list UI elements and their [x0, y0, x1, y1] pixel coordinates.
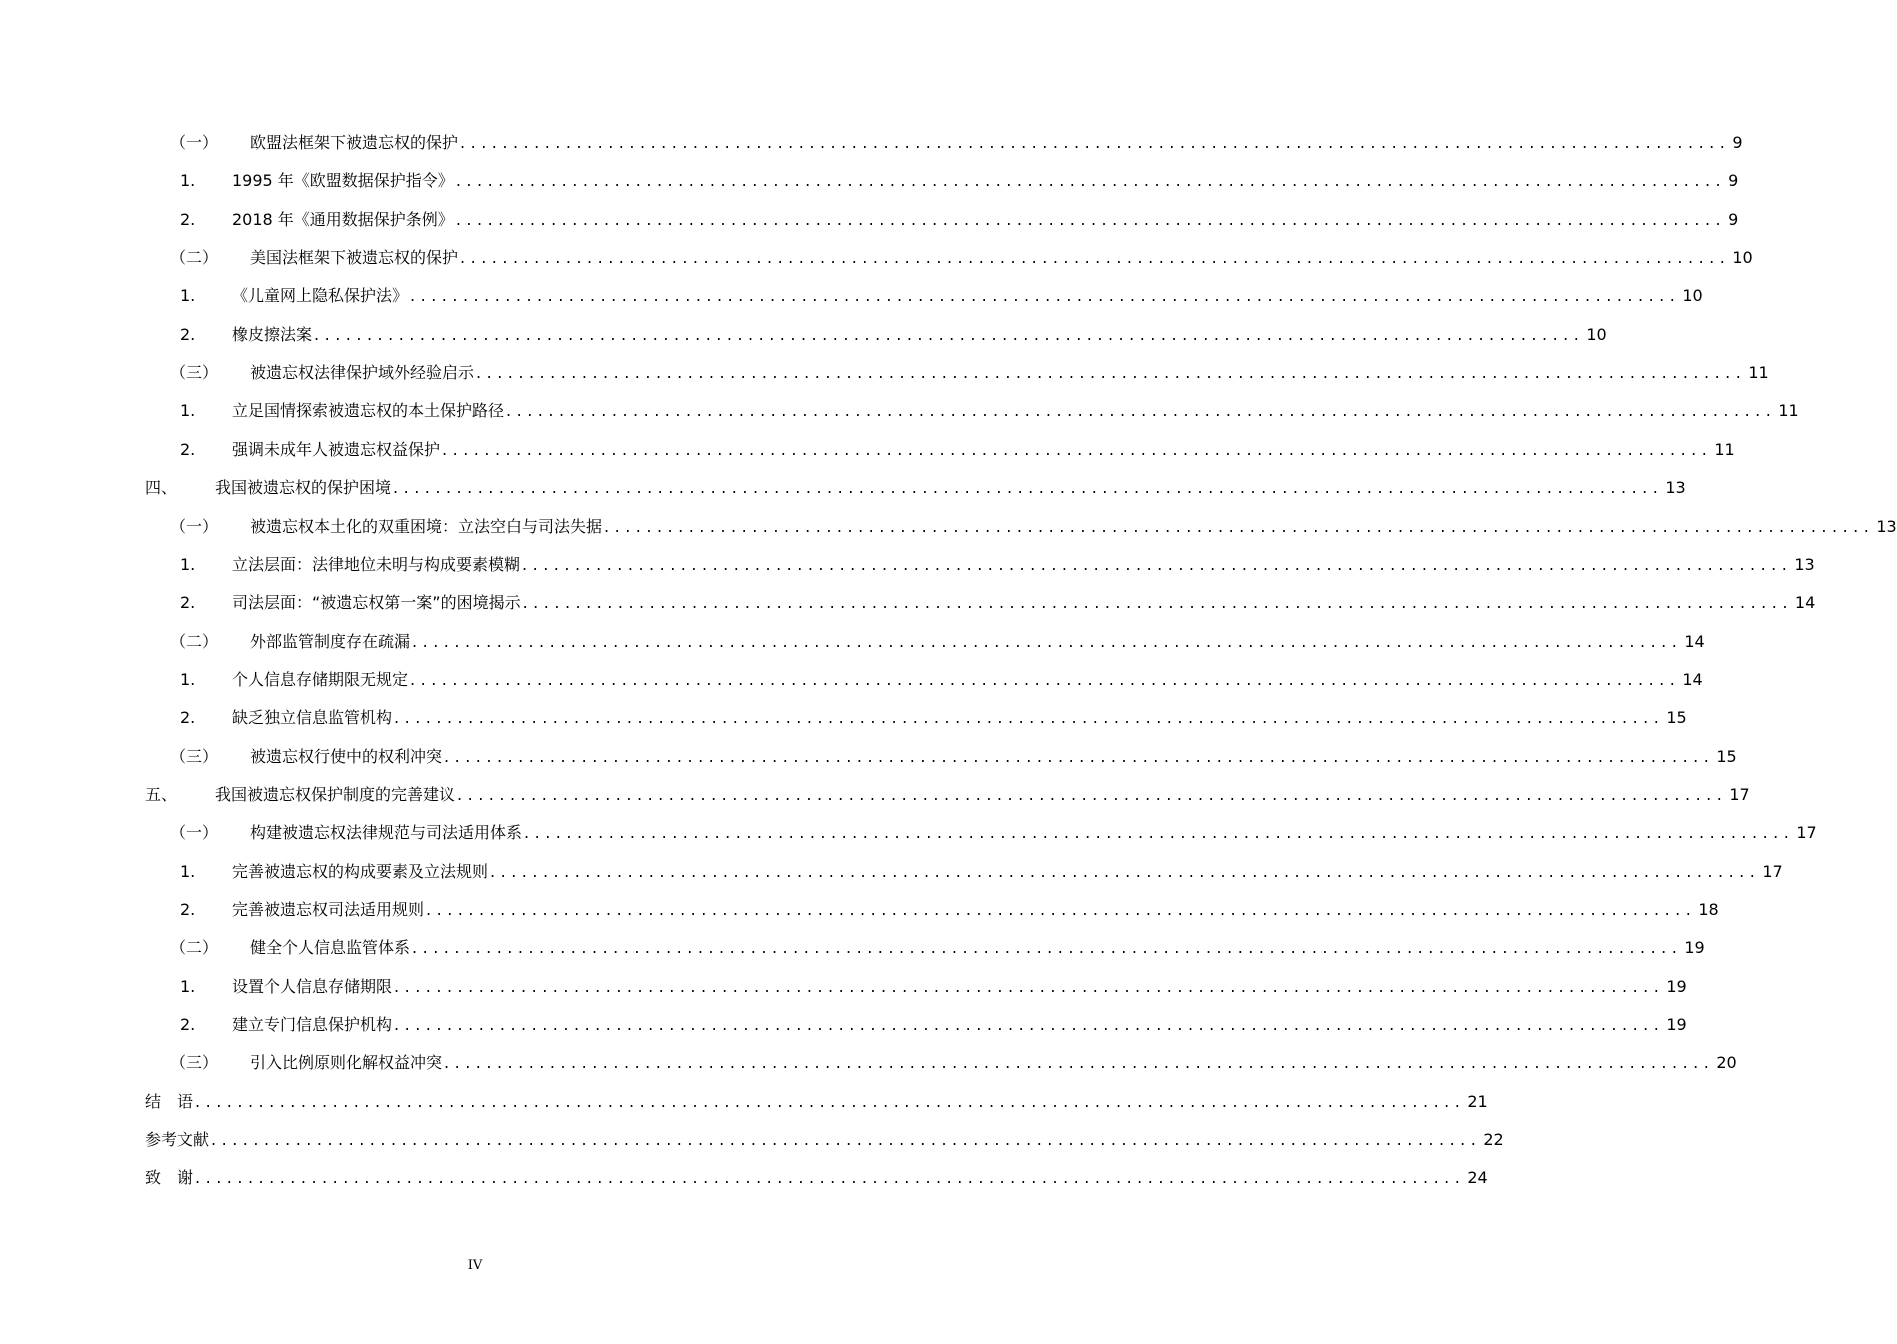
toc-dot-leader: ........................................................................................................................	[522, 593, 1793, 613]
toc-dot-leader: ........................................................................................................................	[314, 324, 1585, 344]
toc-entry-title: 橡皮擦法案	[232, 324, 313, 344]
toc-entry-page: 19	[1666, 1015, 1687, 1035]
toc-entry[interactable]	[0, 1128, 1504, 1152]
toc-dot-leader: ........................................................................................................................	[444, 1053, 1715, 1073]
toc-entry-title: 缺乏独立信息监管机构	[232, 708, 393, 728]
toc-entry-number: 四、	[145, 478, 178, 498]
toc-entry-title: 设置个人信息存储期限	[232, 976, 393, 996]
toc-entry[interactable]	[0, 476, 1686, 500]
toc-entry[interactable]	[0, 169, 1739, 193]
toc-entry-page: 19	[1666, 976, 1687, 996]
toc-entry[interactable]	[0, 1051, 1737, 1075]
toc-entry-page: 14	[1794, 593, 1816, 613]
toc-entry-number: （三）	[170, 746, 219, 766]
toc-entry-page: 11	[1748, 363, 1769, 383]
toc-dot-leader: ........................................................................................................................	[426, 900, 1697, 919]
toc-entry-title: 健全个人信息监管体系	[250, 938, 411, 958]
toc-entry-page: 20	[1716, 1053, 1737, 1073]
toc-entry-page: 13	[1665, 478, 1686, 498]
toc-entry-number: （三）	[170, 1053, 219, 1073]
toc-entry-page: 14	[1682, 669, 1703, 689]
toc-entry[interactable]	[0, 323, 1607, 347]
toc-entry[interactable]	[0, 706, 1687, 730]
toc-dot-leader: ........................................................................................................................	[506, 401, 1777, 421]
toc-entry-title: 构建被遗忘权法律规范与司法适用体系	[250, 823, 523, 843]
toc-entry-page: 10	[1682, 286, 1703, 306]
toc-dot-leader: ........................................................................................................................	[455, 171, 1727, 191]
toc-entry[interactable]	[0, 1090, 1488, 1114]
toc-dot-leader: ........................................................................................................................	[394, 976, 1665, 996]
toc-entry-number: 2.	[180, 900, 196, 919]
toc-entry-title: 我国被遗忘权保护制度的完善建议	[215, 784, 456, 804]
toc-entry-page: 11	[1714, 439, 1735, 459]
toc-dot-leader: ........................................................................................................................	[195, 1168, 1466, 1188]
toc-entry[interactable]	[0, 630, 1705, 654]
toc-entry-title: 建立专门信息保护机构	[232, 1015, 393, 1035]
toc-dot-leader: ........................................................................................................................	[476, 363, 1747, 383]
toc-entry-title: 外部监管制度存在疏漏	[250, 631, 411, 651]
toc-dot-leader: ........................................................................................................................	[410, 286, 1681, 306]
toc-entry-number: 1.	[180, 171, 196, 191]
toc-entry-title: 立足国情探索被遗忘权的本土保护路径	[232, 401, 505, 421]
toc-entry[interactable]	[0, 284, 1703, 308]
toc-entry[interactable]	[0, 936, 1705, 960]
toc-entry-page: 13	[1876, 516, 1897, 536]
toc-entry-page: 22	[1483, 1130, 1504, 1150]
toc-entry-number: 1.	[180, 861, 196, 881]
toc-dot-leader: ........................................................................................................................	[442, 439, 1713, 459]
toc-entry-title: 完善被遗忘权司法适用规则	[232, 900, 425, 919]
toc-dot-leader: ........................................................................................................................	[522, 554, 1793, 574]
toc-entry-title: 司法层面：“被遗忘权第一案”的困境揭示	[232, 593, 521, 613]
toc-dot-leader: ........................................................................................................................	[195, 1091, 1466, 1111]
toc-dot-leader: ........................................................................................................................	[412, 631, 1683, 651]
toc-entry[interactable]	[0, 399, 1799, 423]
toc-dot-leader: ........................................................................................................................	[460, 248, 1731, 268]
toc-entry-page: 9	[1728, 209, 1739, 229]
toc-entry[interactable]	[0, 208, 1739, 232]
toc-entry[interactable]	[0, 783, 1750, 807]
toc-entry-page: 19	[1684, 938, 1705, 958]
toc-entry-title: 强调未成年人被遗忘权益保护	[232, 439, 441, 459]
toc-entry-number: （二）	[170, 248, 219, 268]
toc-entry-number: 1.	[180, 286, 196, 306]
toc-entry[interactable]	[0, 898, 1719, 922]
toc-entry-title: 个人信息存储期限无规定	[232, 669, 409, 689]
toc-dot-leader: ........................................................................................................................	[412, 938, 1683, 958]
toc-entry-page: 24	[1467, 1168, 1488, 1188]
toc-entry-number: 1.	[180, 401, 196, 421]
toc-dot-leader: ........................................................................................................................	[455, 209, 1727, 229]
toc-entry-page: 17	[1762, 861, 1783, 881]
toc-entry-page: 9	[1728, 171, 1739, 191]
toc-entry-number: 2.	[180, 324, 196, 344]
toc-dot-leader: ........................................................................................................................	[460, 133, 1731, 152]
toc-entry-number: 2.	[180, 593, 196, 613]
toc-entry-title: 立法层面：法律地位未明与构成要素模糊	[232, 554, 521, 574]
toc-entry-number: （二）	[170, 938, 219, 958]
toc-entry-title: 欧盟法框架下被遗忘权的保护	[250, 133, 459, 152]
toc-dot-leader: ........................................................................................................................	[490, 861, 1761, 881]
toc-entry-page: 11	[1778, 401, 1799, 421]
toc-entry[interactable]	[0, 1166, 1488, 1190]
toc-entry-title: 2018 年《通用数据保护条例》	[232, 209, 454, 229]
toc-entry-number: 2.	[180, 209, 196, 229]
toc-entry-title: 结 语	[145, 1091, 194, 1111]
toc-entry-title: 完善被遗忘权的构成要素及立法规则	[232, 861, 489, 881]
toc-entry-title: 参考文献	[145, 1130, 210, 1150]
toc-entry[interactable]	[0, 821, 1817, 845]
toc-entry[interactable]	[0, 745, 1737, 769]
toc-entry-title: 美国法框架下被遗忘权的保护	[250, 248, 459, 268]
toc-entry-number: 2.	[180, 439, 196, 459]
toc-entry[interactable]	[0, 246, 1753, 270]
toc-dot-leader: ........................................................................................................................	[604, 516, 1875, 536]
toc-entry-number: （三）	[170, 363, 219, 383]
toc-dot-leader: ........................................................................................................................	[394, 708, 1665, 728]
toc-dot-leader: ........................................................................................................................	[444, 746, 1715, 766]
toc-entry-page: 21	[1467, 1091, 1488, 1111]
toc-entry-page: 15	[1666, 708, 1687, 728]
toc-entry[interactable]	[0, 668, 1703, 692]
toc-entry-number: 五、	[145, 784, 178, 804]
toc-entry[interactable]	[0, 553, 1815, 577]
toc-entry-page: 17	[1729, 784, 1750, 804]
toc-entry-number: 2.	[180, 708, 196, 728]
toc-entry[interactable]	[0, 438, 1735, 462]
toc-entry-number: 1.	[180, 554, 196, 574]
toc-entry-page: 9	[1732, 133, 1743, 152]
toc-entry-page: 10	[1586, 324, 1607, 344]
toc-entry-title: 引入比例原则化解权益冲突	[250, 1053, 443, 1073]
toc-dot-leader: ........................................................................................................................	[457, 784, 1728, 804]
toc-entry-page: 14	[1684, 631, 1705, 651]
toc-entry-page: 17	[1796, 823, 1817, 843]
toc-entry-title: 致 谢	[145, 1168, 194, 1188]
toc-entry-page: 18	[1698, 900, 1719, 919]
toc-entry-page: 13	[1794, 554, 1815, 574]
toc-dot-leader: ........................................................................................................................	[393, 478, 1664, 498]
toc-entry[interactable]	[0, 975, 1687, 999]
toc-entry[interactable]	[0, 515, 1897, 539]
toc-entry-title: 我国被遗忘权的保护困境	[215, 478, 392, 498]
toc-entry-number: （一）	[170, 133, 219, 152]
toc-dot-leader: ........................................................................................................................	[410, 669, 1681, 689]
toc-entry[interactable]	[0, 591, 1816, 615]
toc-entry-title: 被遗忘权本土化的双重困境：立法空白与司法失据	[250, 516, 603, 536]
toc-dot-leader: ........................................................................................................................	[211, 1130, 1482, 1150]
toc-entry[interactable]	[0, 1013, 1687, 1037]
toc-entry[interactable]	[0, 361, 1769, 385]
toc-entry[interactable]	[0, 860, 1783, 884]
toc-entry-title: 被遗忘权法律保护域外经验启示	[250, 363, 475, 383]
toc-entry[interactable]	[0, 131, 1743, 155]
toc-dot-leader: ........................................................................................................................	[394, 1015, 1665, 1035]
toc-entry-title: 被遗忘权行使中的权利冲突	[250, 746, 443, 766]
toc-entry-number: 2.	[180, 1015, 196, 1035]
toc-entry-number: （一）	[170, 823, 219, 843]
toc-entry-page: 15	[1716, 746, 1737, 766]
toc-entry-number: （二）	[170, 631, 219, 651]
toc-entry-page: 10	[1732, 248, 1753, 268]
toc-entry-title: 1995 年《欧盟数据保护指令》	[232, 171, 454, 191]
toc-entry-number: 1.	[180, 976, 196, 996]
page-number: IV	[467, 1258, 483, 1273]
toc-entry-number: 1.	[180, 669, 196, 689]
toc-dot-leader: ........................................................................................................................	[524, 823, 1795, 843]
toc-entry-number: （一）	[170, 516, 219, 536]
toc-entry-title: 《儿童网上隐私保护法》	[232, 286, 409, 306]
